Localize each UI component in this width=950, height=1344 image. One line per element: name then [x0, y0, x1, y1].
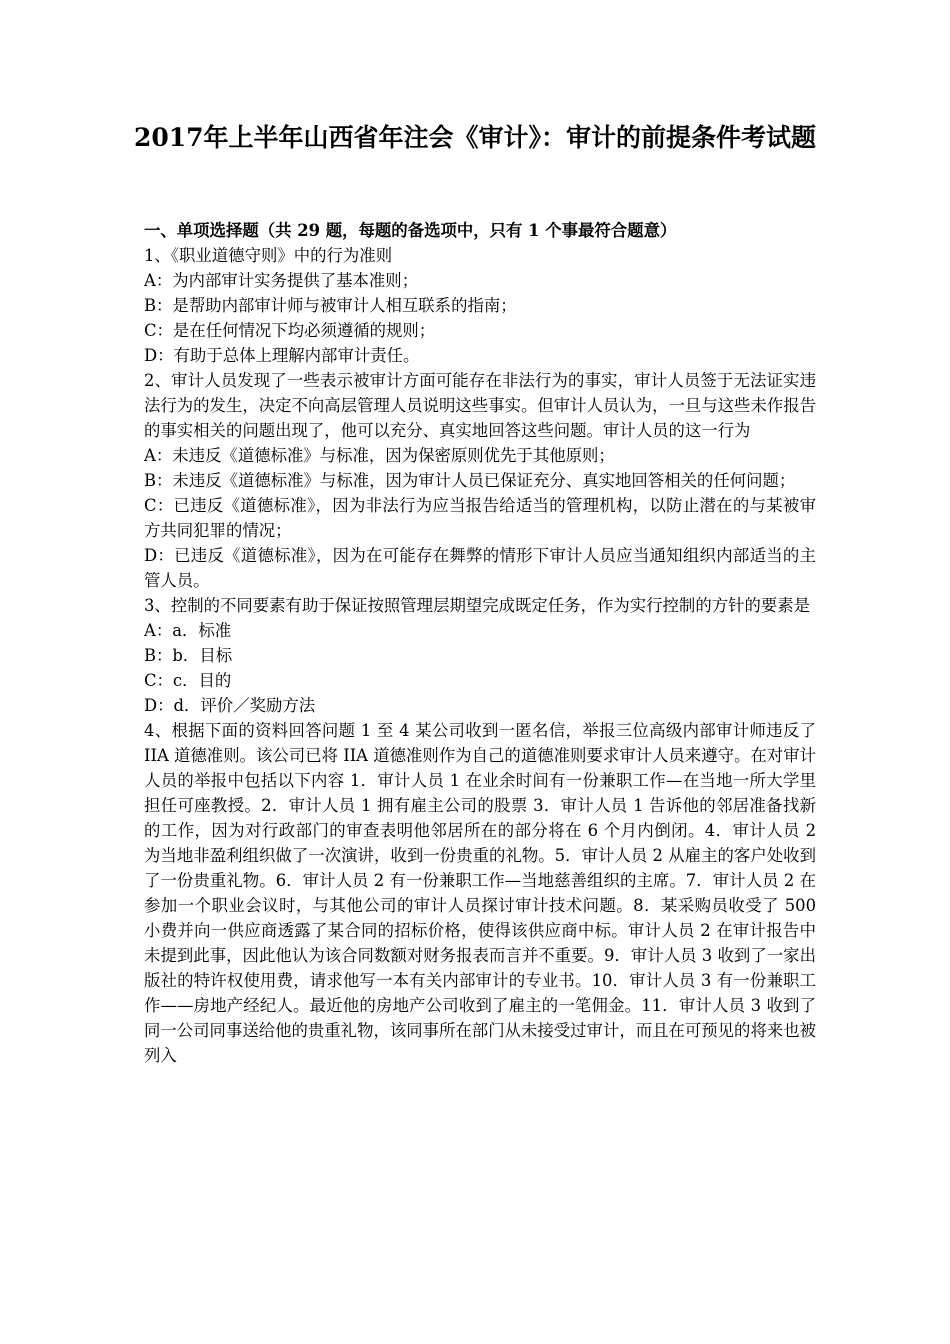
question-3-option-b: B：b．目标	[144, 646, 233, 665]
question-2-stem: 2、审计人员发现了一些表示被审计方面可能存在非法行为的事实，审计人员签于无法证实违法行为的发生，决定不向高层管理人员说明这些事实。但审计人员认为，一旦与这些未作报告的事实相关的问题出现了，他可以充分、真实地回答这些问题。审计人员的这一行为	[144, 371, 817, 440]
question-1-option-c: C：是在任何情况下均必须遵循的规则；	[144, 321, 436, 340]
section-heading: 一、单项选择题（共 29 题，每题的备选项中，只有 1 个事最符合题意）	[144, 221, 677, 240]
question-3-stem: 3、控制的不同要素有助于保证按照管理层期望完成既定任务，作为实行控制的方针的要素是	[144, 596, 811, 615]
question-2-option-c: C：已违反《道德标准》，因为非法行为应当报告给适当的管理机构，以防止潜在的与某被审方共同犯罪的情况；	[144, 496, 816, 540]
question-1-option-a: A：为内部审计实务提供了基本准则；	[144, 271, 419, 290]
document-body	[144, 218, 816, 1068]
question-1-stem: 1、《职业道德守则》中的行为准则	[144, 246, 393, 265]
document-title: 2017年上半年山西省年注会《审计》：审计的前提条件考试题	[133, 123, 817, 152]
question-3-option-d: D：d．评价／奖励方法	[144, 696, 316, 715]
question-1-option-b: B：是帮助内部审计师与被审计人相互联系的指南；	[144, 296, 517, 315]
question-2-option-b: B：未违反《道德标准》与标准，因为审计人员已保证充分、真实地回答相关的任何问题；	[144, 471, 796, 490]
question-3-option-a: A：a．标准	[144, 621, 232, 640]
question-2-option-d: D：已违反《道德标准》，因为在可能存在舞弊的情形下审计人员应当通知组织内部适当的主管人员。	[144, 546, 816, 590]
question-4-stem: 4、根据下面的资料回答问题 1 至 4 某公司收到一匿名信，举报三位高级内部审计师违反了 IIA 道德准则。该公司已将 IIA 道德准则作为自己的道德准则要求审计人员来遵守。在对审计人员的举报中包括以下内容 1．审计人员 1 在业余时间有一份兼职工作—在当地一所大学里担任可座教授。2．审计人员 1 拥有雇主公司的股票 3．审计人员 1 告诉他的邻居准备找新的工作，因为对行政部门的审查表明他邻居所在的部分将在 6 个月内倒闭。4．审计人员 2 为当地非盈利组织做了一次演讲，收到一份贵重的礼物。5．审计人员 2 从雇主的客户处收到了一份贵重礼物。6．审计人员 2 有一份兼职工作—当地慈善组织的主席。7．审计人员 2 在参加一个职业会议时，与其他公司的审计人员探讨审计技术问题。8．某采购员收受了 500 小费并向一供应商透露了某合同的招标价格，使得该供应商中标。审计人员 2 在审计报告中未提到此事，因此他认为该合同数额对财务报表而言并不重要。9．审计人员 3 收到了一家出版社的特许权使用费，请求他写一本有关内部审计的专业书。10．审计人员 3 有一份兼职工作——房地产经纪人。最近他的房地产公司收到了雇主的一笔佣金。11．审计人员 3 收到了同一公司同事送给他的贵重礼物，该同事所在部门从未接受过审计，而且在可预见的将来也被列入	[144, 721, 817, 1065]
question-1-option-d: D：有助于总体上理解内部审计责任。	[144, 346, 420, 365]
question-3-option-c: C：c．目的	[144, 671, 232, 690]
question-2-option-a: A：未违反《道德标准》与标准，因为保密原则优先于其他原则；	[144, 446, 615, 465]
